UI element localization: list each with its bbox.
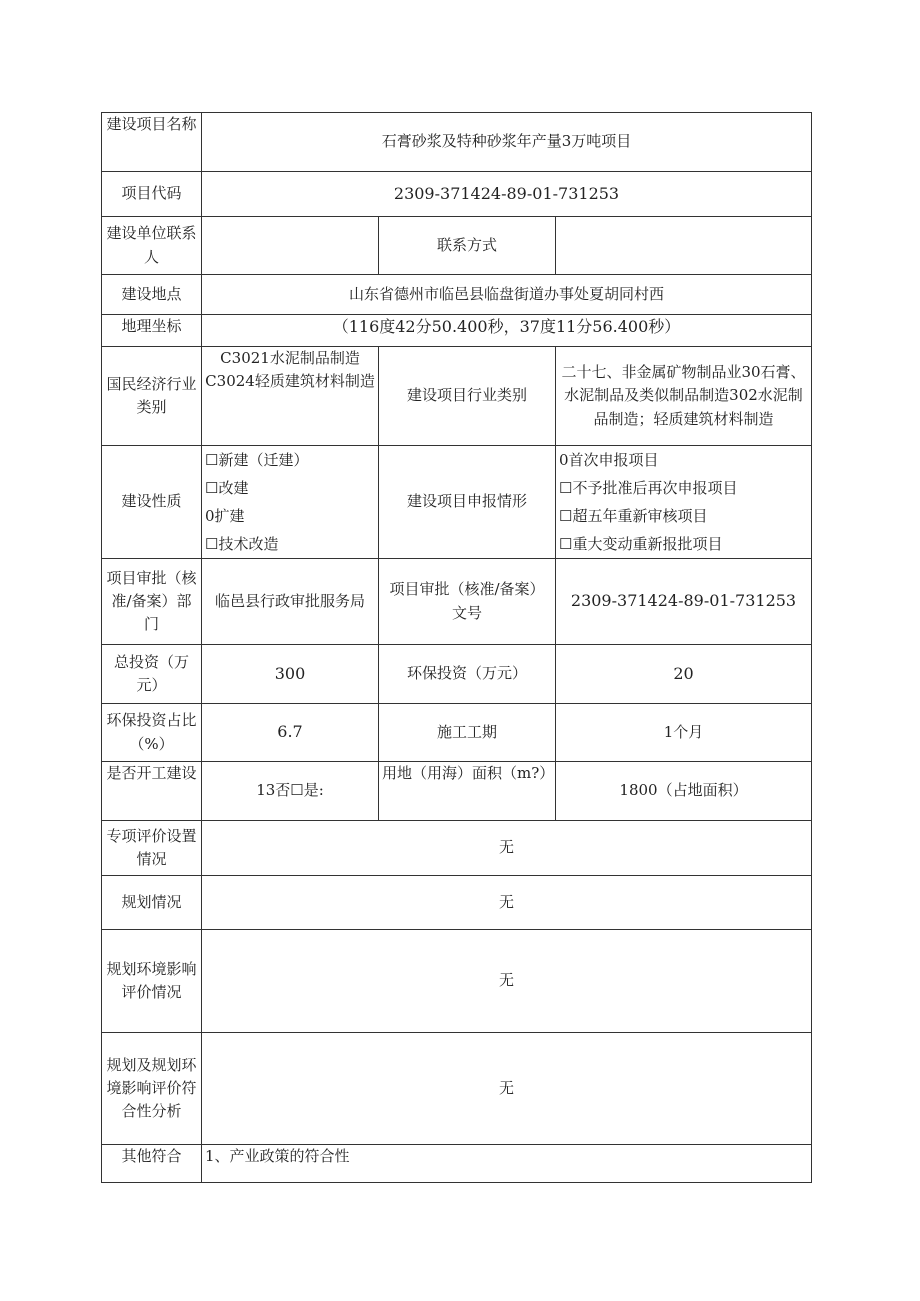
- row-other: [102, 1145, 812, 1183]
- planning-compliance-label: 规划及规划环境影响评价符合性分析: [102, 1033, 202, 1145]
- row-project-code: [102, 172, 812, 217]
- row-investment: [102, 645, 812, 704]
- row-special-eval: [102, 821, 812, 876]
- project-code-value: 2309-371424-89-01-731253: [202, 172, 812, 217]
- nature-option-new[interactable]: ☐新建（迁建）: [205, 451, 309, 469]
- nature-label: 建设性质: [102, 446, 202, 559]
- contact-person-label: 建设单位联系人: [102, 217, 202, 275]
- row-contact: [102, 217, 812, 275]
- row-planning-env: [102, 930, 812, 1033]
- approval-dept-value: 临邑县行政审批服务局: [202, 559, 379, 645]
- row-planning-compliance: [102, 1033, 812, 1145]
- row-planning: [102, 876, 812, 930]
- land-area-value: 1800（占地面积）: [556, 762, 812, 821]
- report-options: [556, 446, 812, 559]
- project-name-value: 石膏砂浆及特种砂浆年产量3万吨项目: [202, 113, 812, 172]
- industry-code-1: C3021水泥制品制造: [220, 349, 360, 367]
- report-option-first[interactable]: 0首次申报项目: [559, 451, 659, 469]
- period-label: 施工工期: [379, 704, 556, 762]
- coordinates-value: （116度42分50.400秒，37度11分56.400秒）: [202, 315, 812, 347]
- location-label: 建设地点: [102, 275, 202, 315]
- project-code-label: 项目代码: [102, 172, 202, 217]
- special-eval-value: 无: [202, 821, 812, 876]
- row-started: [102, 762, 812, 821]
- nature-options: [202, 446, 379, 559]
- nature-option-tech[interactable]: ☐技术改造: [205, 535, 279, 553]
- row-location: [102, 275, 812, 315]
- report-option-resubmit[interactable]: ☐不予批准后再次申报项目: [559, 479, 738, 497]
- industry-category-label: 建设项目行业类别: [379, 347, 556, 446]
- approval-dept-label: 项目审批（核准/备案）部门: [102, 559, 202, 645]
- approval-doc-label: 项目审批（核准/备案）文号: [379, 559, 556, 645]
- report-option-five-year[interactable]: ☐超五年重新审核项目: [559, 507, 708, 525]
- row-industry: [102, 347, 812, 446]
- row-project-name: [102, 113, 812, 172]
- other-value: 1、产业政策的符合性: [202, 1145, 812, 1183]
- investment-value: 300: [202, 645, 379, 704]
- land-area-label: 用地（用海）面积（m?）: [379, 762, 556, 821]
- env-investment-label: 环保投资（万元）: [379, 645, 556, 704]
- started-label: 是否开工建设: [102, 762, 202, 821]
- industry-category-value: 二十七、非金属矿物制品业30石膏、水泥制品及类似制品制造302水泥制品制造；轻质建筑材料制造: [556, 347, 812, 446]
- planning-label: 规划情况: [102, 876, 202, 930]
- industry-code-2: C3024轻质建筑材料制造: [205, 372, 375, 391]
- nature-option-rebuild[interactable]: ☐改建: [205, 479, 249, 497]
- report-label: 建设项目申报情形: [379, 446, 556, 559]
- investment-label: 总投资（万元）: [102, 645, 202, 704]
- planning-env-label: 规划环境影响评价情况: [102, 930, 202, 1033]
- approval-doc-value: 2309-371424-89-01-731253: [556, 559, 812, 645]
- location-value: 山东省德州市临邑县临盘街道办事处夏胡同村西: [202, 275, 812, 315]
- env-ratio-label: 环保投资占比（%）: [102, 704, 202, 762]
- row-ratio: [102, 704, 812, 762]
- coordinates-label: 地理坐标: [102, 315, 202, 347]
- env-ratio-value: 6.7: [202, 704, 379, 762]
- row-coordinates: [102, 315, 812, 347]
- row-approval: [102, 559, 812, 645]
- special-eval-label: 专项评价设置情况: [102, 821, 202, 876]
- started-value[interactable]: 13否☐是:: [202, 762, 379, 821]
- env-investment-value: 20: [556, 645, 812, 704]
- planning-compliance-value: 无: [202, 1033, 812, 1145]
- period-value: 1个月: [556, 704, 812, 762]
- contact-method-label: 联系方式: [379, 217, 556, 275]
- nature-option-expand[interactable]: 0扩建: [205, 507, 245, 525]
- project-name-label: 建设项目名称: [102, 113, 202, 172]
- project-info-table: [101, 112, 812, 1183]
- contact-person-value: [202, 217, 379, 275]
- planning-env-value: 无: [202, 930, 812, 1033]
- other-label: 其他符合: [102, 1145, 202, 1183]
- planning-value: 无: [202, 876, 812, 930]
- industry-label: 国民经济行业类别: [102, 347, 202, 446]
- industry-codes: [202, 347, 379, 446]
- report-option-major-change[interactable]: ☐重大变动重新报批项目: [559, 535, 723, 553]
- row-nature: [102, 446, 812, 559]
- contact-method-value: [556, 217, 812, 275]
